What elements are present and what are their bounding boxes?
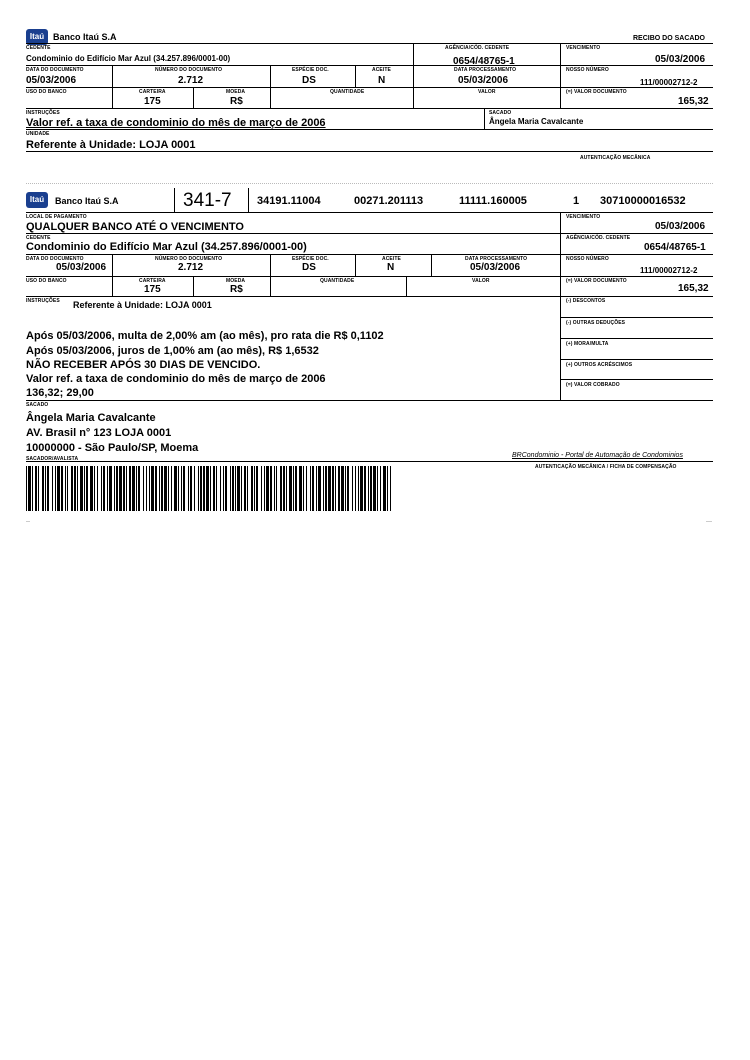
label-quantidade: QUANTIDADE — [330, 89, 365, 95]
label-slip-valor-documento: (=) VALOR DOCUMENTO — [566, 278, 627, 284]
slip-data-documento: 05/03/2006 — [56, 262, 107, 273]
linha-digitavel-2: 00271.201113 — [354, 195, 424, 207]
receipt-title: RECIBO DO SACADO — [633, 35, 705, 42]
label-slip-nosso-numero: NOSSO NÚMERO — [566, 256, 609, 262]
label-slip-sacado: SACADO — [26, 402, 49, 408]
portal-text: BRCondominio - Portal de Automação de Condominios — [512, 452, 683, 459]
label-slip-autenticacao: AUTENTICAÇÃO MECÂNICA / FICHA DE COMPENSAÇÃO — [535, 464, 677, 470]
receipt-nosso-numero: 111/00002712-2 — [640, 78, 698, 87]
instrucao-line-2: Após 05/03/2006, juros de 1,00% am (ao mês), R$ 1,6532 — [26, 345, 319, 357]
label-uso-banco: USO DO BANCO — [26, 89, 67, 95]
label-slip-valor: VALOR — [472, 278, 490, 284]
slip-carteira: 175 — [144, 284, 161, 295]
label-slip-instrucoes: INSTRUÇÕES — [26, 298, 60, 304]
slip-nosso-numero: 111/00002712-2 — [640, 266, 698, 275]
linha-digitavel-5: 30710000016532 — [600, 195, 686, 207]
slip-agencia: 0654/48765-1 — [644, 242, 706, 253]
slip-aceite: N — [387, 262, 395, 273]
itau-logo: Itaú — [26, 29, 48, 45]
linha-digitavel-3: 11111.160005 — [459, 195, 527, 207]
receipt-carteira: 175 — [144, 96, 161, 107]
label-data-processamento: DATA PROCESSAMENTO — [454, 67, 517, 73]
receipt-instrucoes: Valor ref. a taxa de condominio do mês de março de 2006 — [26, 117, 326, 129]
slip-especie-doc: DS — [302, 262, 316, 273]
receipt-moeda: R$ — [230, 96, 243, 107]
label-agencia: AGÊNCIA/CÓD. CEDENTE — [445, 45, 510, 51]
label-mora-multa: (+) MORA/MULTA — [566, 341, 609, 347]
label-valor-cobrado: (=) VALOR COBRADO — [566, 382, 620, 388]
label-slip-uso-banco: USO DO BANCO — [26, 278, 67, 284]
label-slip-data-processamento: DATA PROCESSAMENTO — [465, 256, 528, 262]
label-slip-carteira: CARTEIRA — [139, 278, 166, 284]
instrucao-line-5: 136,32; 29,00 — [26, 387, 94, 399]
label-cedente: CEDENTE — [26, 45, 51, 51]
linha-digitavel-4: 1 — [573, 195, 580, 207]
label-slip-vencimento: VENCIMENTO — [566, 214, 601, 220]
label-slip-especie-doc: ESPÉCIE DOC. — [292, 256, 329, 262]
itau-logo-slip: Itaú — [26, 192, 48, 208]
label-vencimento: VENCIMENTO — [566, 45, 601, 51]
bank-name: Banco Itaú S.A — [53, 32, 117, 42]
slip-local-pagamento: QUALQUER BANCO ATÉ O VENCIMENTO — [26, 221, 244, 233]
bank-code: 341-7 — [183, 190, 232, 211]
slip-cedente: Condominio do Edifício Mar Azul (34.257.896/0001-00) — [26, 241, 307, 253]
receipt-data-processamento: 05/03/2006 — [458, 75, 509, 86]
slip-moeda: R$ — [230, 284, 243, 295]
label-slip-aceite: ACEITE — [382, 256, 401, 262]
label-local-pagamento: LOCAL DE PAGAMENTO — [26, 214, 87, 220]
label-descontos: (-) DESCONTOS — [566, 298, 606, 304]
corner-mark-left — [26, 521, 30, 522]
sacado-line-2: AV. Brasil n° 123 LOJA 0001 — [26, 427, 172, 439]
sacado-line-1: Ângela Maria Cavalcante — [26, 412, 156, 424]
receipt-vencimento: 05/03/2006 — [655, 54, 706, 65]
label-sacador-avalista: SACADOR/AVALISTA — [26, 456, 79, 462]
instrucao-line-4: Valor ref. a taxa de condominio do mês de março de 2006 — [26, 373, 326, 385]
label-slip-numero-documento: NÚMERO DO DOCUMENTO — [155, 256, 223, 262]
receipt-especie-doc: DS — [302, 75, 316, 86]
slip-instrucoes-header: Referente à Unidade: LOJA 0001 — [73, 300, 212, 310]
label-sacado: SACADO — [489, 110, 512, 116]
receipt-data-documento: 05/03/2006 — [26, 75, 77, 86]
label-outras-deducoes: (-) OUTRAS DEDUÇÕES — [566, 320, 626, 326]
label-slip-moeda: MOEDA — [226, 278, 246, 284]
receipt-agencia: 0654/48765-1 — [453, 56, 515, 67]
bank-name-slip: Banco Itaú S.A — [55, 196, 119, 206]
instrucao-line-1: Após 05/03/2006, multa de 2,00% am (ao mês), pro rata die R$ 0,1102 — [26, 330, 384, 342]
slip-vencimento: 05/03/2006 — [655, 221, 706, 232]
label-slip-cedente: CEDENTE — [26, 235, 51, 241]
receipt-unidade: Referente à Unidade: LOJA 0001 — [26, 139, 196, 151]
receipt-cedente: Condominio do Edifício Mar Azul (34.257.896/0001-00) — [26, 54, 231, 63]
receipt-valor-documento: 165,32 — [678, 96, 709, 107]
cut-line — [26, 183, 713, 184]
label-valor-documento: (=) VALOR DOCUMENTO — [566, 89, 627, 95]
label-especie-doc: ESPÉCIE DOC. — [292, 67, 329, 73]
label-outros-acrescimos: (+) OUTROS ACRÉSCIMOS — [566, 362, 633, 368]
label-carteira: CARTEIRA — [139, 89, 166, 95]
label-valor: VALOR — [478, 89, 496, 95]
label-instrucoes: INSTRUÇÕES — [26, 110, 60, 116]
label-slip-agencia: AGÊNCIA/CÓD. CEDENTE — [566, 235, 631, 241]
slip-data-processamento: 05/03/2006 — [470, 262, 521, 273]
label-autenticacao-mecanica: AUTENTICAÇÃO MECÂNICA — [580, 155, 651, 161]
label-nosso-numero: NOSSO NÚMERO — [566, 67, 609, 73]
label-slip-data-documento: DATA DO DOCUMENTO — [26, 256, 84, 262]
barcode — [26, 466, 394, 511]
label-unidade: UNIDADE — [26, 131, 50, 137]
receipt-aceite: N — [378, 75, 386, 86]
slip-numero-documento: 2.712 — [178, 262, 204, 273]
receipt-sacado: Ângela Maria Cavalcante — [489, 117, 584, 126]
label-data-documento: DATA DO DOCUMENTO — [26, 67, 84, 73]
slip-valor-documento: 165,32 — [678, 283, 709, 294]
corner-mark-right — [706, 521, 712, 522]
label-moeda: MOEDA — [226, 89, 246, 95]
instrucao-line-3: NÃO RECEBER APÓS 30 DIAS DE VENCIDO. — [26, 359, 261, 371]
label-aceite: ACEITE — [372, 67, 391, 73]
label-slip-quantidade: QUANTIDADE — [320, 278, 355, 284]
linha-digitavel-1: 34191.11004 — [257, 195, 321, 207]
sacado-line-3: 10000000 - São Paulo/SP, Moema — [26, 442, 199, 454]
label-numero-documento: NÚMERO DO DOCUMENTO — [155, 67, 223, 73]
barcode-bar — [390, 466, 391, 511]
receipt-numero-documento: 2.712 — [178, 75, 204, 86]
